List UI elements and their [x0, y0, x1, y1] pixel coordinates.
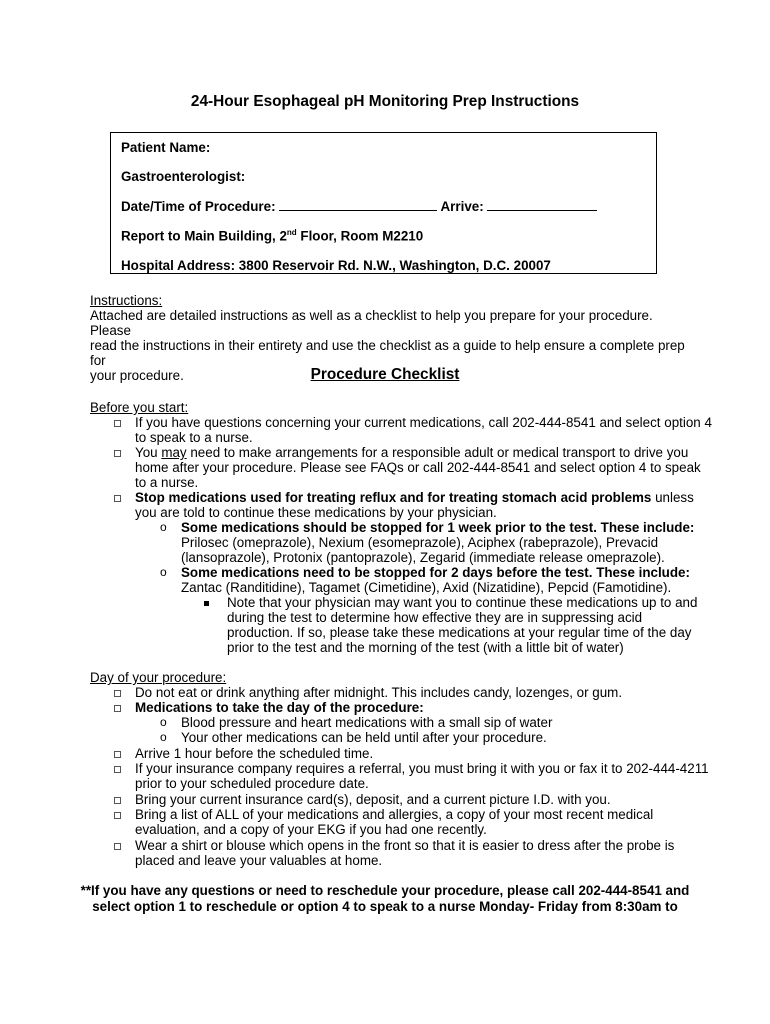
list-item-line: prior to the test and the morning of the test (with a little bit of water) — [227, 640, 624, 655]
list-item-line — [135, 490, 694, 505]
list-item-line: evaluation, and a copy of your EKG if you had one recently. — [135, 822, 487, 837]
day-item-arrive: Arrive 1 hour before the scheduled time. — [135, 746, 374, 761]
checkbox-icon[interactable] — [114, 751, 121, 758]
sub-item-other-medications: Your other medications can be held until after your procedure. — [181, 730, 547, 745]
list-item-line: you are told to continue these medications by your physician. — [135, 505, 497, 520]
list-item-line: Zantac (Randitidine), Tagamet (Cimetidine), Axid (Nizatidine), Pepcid (Famotidine). — [181, 580, 672, 595]
hospital-address: Hospital Address: 3800 Reservoir Rd. N.W., Washington, D.C. 20007 — [121, 258, 551, 273]
circle-bullet-icon: o — [160, 565, 167, 579]
list-item-line: to speak to a nurse. — [135, 430, 253, 445]
report-location-superscript: nd — [286, 228, 297, 237]
gastroenterologist-label: Gastroenterologist: — [121, 169, 246, 184]
list-item-line: to a nurse. — [135, 475, 199, 490]
procedure-datetime-label: Date/Time of Procedure: — [121, 199, 276, 214]
day-item-medication-list — [135, 807, 653, 837]
day-item-referral — [135, 761, 709, 791]
footer-line: select option 1 to reschedule or option 4 to speak to a nurse Monday- Friday from 8:30am to — [92, 899, 678, 914]
sub-item-2-days — [181, 565, 690, 595]
checkbox-icon[interactable] — [114, 450, 121, 457]
day-item-insurance-card: Bring your current insurance card(s), deposit, and a current picture I.D. with you. — [135, 792, 611, 807]
checkbox-icon[interactable] — [114, 812, 121, 819]
day-item-medications — [135, 700, 424, 715]
sub-item-blood-pressure: Blood pressure and heart medications with a small sip of water — [181, 715, 553, 730]
datetime-blank — [279, 199, 437, 211]
checkbox-icon[interactable] — [114, 495, 121, 502]
before-item-stop-medications — [135, 490, 694, 520]
before-item-medication-questions — [135, 415, 712, 445]
day-item-wear-shirt — [135, 838, 674, 868]
checkbox-icon[interactable] — [114, 705, 121, 712]
page-title: 24-Hour Esophageal pH Monitoring Prep Instructions — [190, 93, 580, 110]
instructions-line: read the instructions in their entirety and use the checklist as a guide to help ensure a complete prep for — [90, 338, 685, 368]
checkbox-icon[interactable] — [114, 797, 121, 804]
list-item-text: need to make arrangements for a responsible adult or medical transport to drive you — [186, 445, 689, 460]
procedure-datetime-row — [121, 199, 597, 214]
list-item-text: unless — [651, 490, 694, 505]
sub-item-bold: Some medications should be stopped for 1 week prior to the test. These include: — [181, 520, 695, 535]
list-item-line: prior to your scheduled procedure date. — [135, 776, 369, 791]
list-item-line: placed and leave your valuables at home. — [135, 853, 383, 868]
day-heading: Day of your procedure: — [90, 670, 227, 685]
list-item-line: Wear a shirt or blouse which opens in the front so that it is easier to dress after the probe is — [135, 838, 675, 853]
checkbox-icon[interactable] — [114, 690, 121, 697]
list-item-text: You — [135, 445, 162, 460]
before-item-transport — [135, 445, 701, 490]
list-item-line: production. If so, please take these medications at your regular time of the day — [227, 625, 692, 640]
emphasis-may: may — [161, 445, 187, 460]
day-item-no-eating: Do not eat or drink anything after midnight. This includes candy, lozenges, or gum. — [135, 685, 623, 700]
checklist-title: Procedure Checklist — [310, 366, 460, 383]
patient-info-box — [110, 132, 657, 274]
list-item-line: Bring a list of ALL of your medications and allergies, a copy of your most recent medical — [135, 807, 654, 822]
before-heading: Before you start: — [90, 400, 189, 415]
circle-bullet-icon: o — [160, 520, 167, 534]
physician-note — [227, 595, 697, 655]
list-item-line: Prilosec (omeprazole), Nexium (esomeprazole), Aciphex (rabeprazole), Prevacid — [181, 535, 659, 550]
list-item-line: Note that your physician may want you to continue these medications up to and — [227, 595, 698, 610]
arrive-label: Arrive: — [440, 199, 484, 214]
checkbox-icon[interactable] — [114, 843, 121, 850]
footer-line: **If you have any questions or need to reschedule your procedure, please call 202-444-8541 and — [80, 883, 690, 898]
list-item-line: If you have questions concerning your current medications, call 202-444-8541 and select option 4 — [135, 415, 712, 430]
sub-item-1-week — [181, 520, 694, 565]
square-bullet-icon — [204, 601, 209, 606]
circle-bullet-icon: o — [160, 730, 167, 744]
list-item-line: during the test to determine how effective they are in suppressing acid — [227, 610, 643, 625]
checkbox-icon[interactable] — [114, 420, 121, 427]
instructions-heading: Instructions: — [90, 293, 163, 308]
list-item-line: home after your procedure. Please see FAQs or call 202-444-8541 and select option 4 to speak — [135, 460, 701, 475]
instructions-line: Attached are detailed instructions as well as a checklist to help you prepare for your procedure. Please — [90, 308, 653, 338]
list-item-bold: Medications to take the day of the procedure: — [135, 700, 424, 715]
instructions-line: your procedure. — [90, 368, 184, 383]
list-item-line: If your insurance company requires a referral, you must bring it with you or fax it to 202-444-4211 — [135, 761, 709, 776]
circle-bullet-icon: o — [160, 715, 167, 729]
checkbox-icon[interactable] — [114, 766, 121, 773]
report-location-prefix: Report to Main Building, 2 — [121, 228, 287, 244]
stop-medications-bold: Stop medications used for treating reflux and for treating stomach acid problems — [135, 490, 652, 505]
report-location — [121, 228, 423, 243]
arrive-blank — [487, 199, 597, 211]
list-item-line: (lansoprazole), Protonix (pantoprazole), Zegarid (immediate release omeprazole). — [181, 550, 665, 565]
report-location-suffix: Floor, Room M2210 — [296, 228, 424, 244]
patient-name-label: Patient Name: — [121, 140, 211, 155]
footer-note — [0, 883, 770, 915]
sub-item-bold: Some medications need to be stopped for 2 days before the test. These include: — [181, 565, 690, 580]
list-item-line — [135, 445, 701, 460]
